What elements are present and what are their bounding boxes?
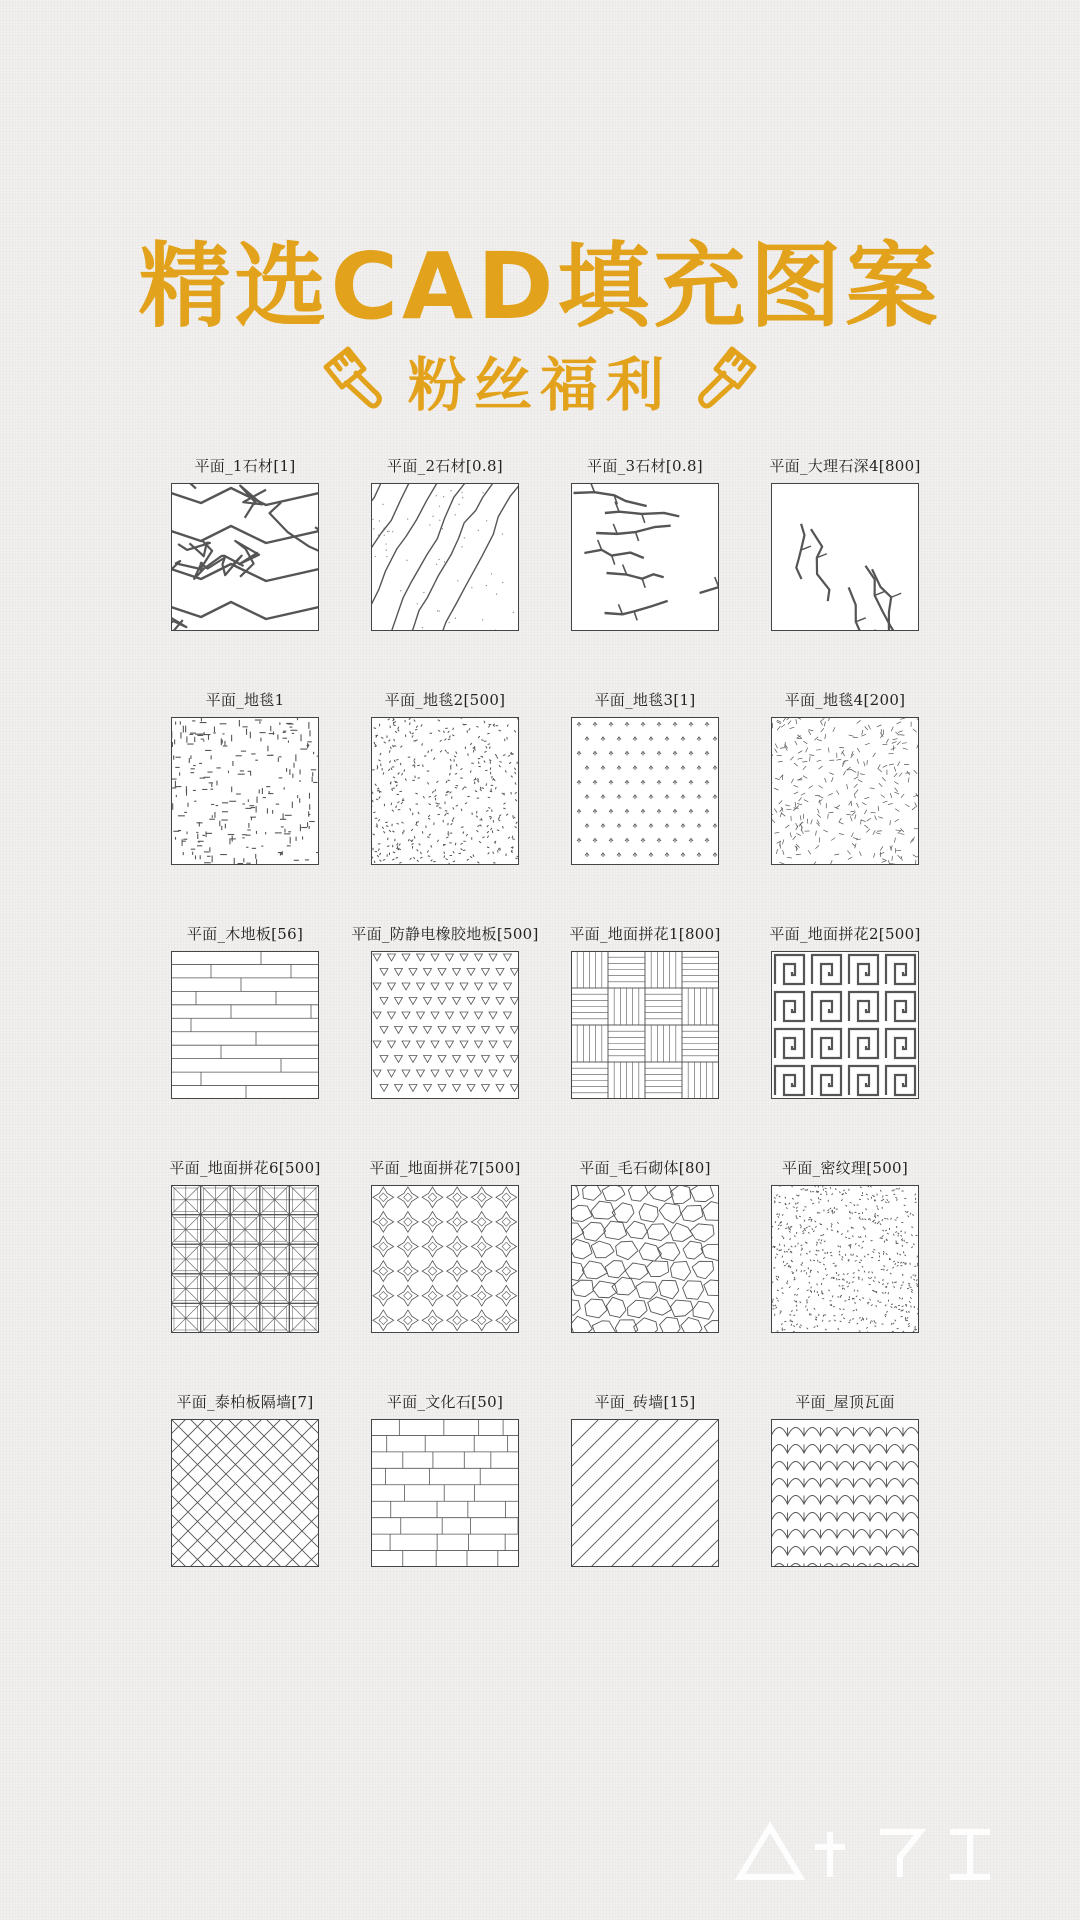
watermark-logo	[730, 1817, 1030, 1902]
pattern-swatch-carpet-dots	[571, 717, 719, 865]
pattern-label: 平面_地毯1	[205, 691, 285, 709]
pattern-swatch-diamond-grid	[171, 1419, 319, 1567]
pattern-label: 平面_大理石深4[800]	[769, 457, 921, 475]
pattern-cell	[345, 923, 545, 1099]
pattern-grid	[145, 455, 945, 1567]
pattern-cell	[145, 1391, 345, 1567]
pattern-cell	[145, 689, 345, 865]
pattern-cell	[545, 689, 745, 865]
pattern-label: 平面_毛石砌体[80]	[579, 1159, 711, 1177]
pattern-label: 平面_文化石[50]	[386, 1393, 504, 1411]
pattern-swatch-culture-stone	[371, 1419, 519, 1567]
pattern-swatch-stone-cracks	[171, 483, 319, 631]
pattern-swatch-carpet-dashes	[171, 717, 319, 865]
pattern-swatch-carpet-ticks	[771, 717, 919, 865]
pattern-swatch-brick-hatch	[571, 1419, 719, 1567]
pattern-swatch-star-tiles	[371, 1185, 519, 1333]
pattern-label: 平面_木地板[56]	[186, 925, 304, 943]
pattern-label: 平面_地毯3[1]	[594, 691, 696, 709]
pattern-cell	[745, 1157, 945, 1333]
pattern-swatch-roof-tiles	[771, 1419, 919, 1567]
pattern-cell	[545, 1157, 745, 1333]
pattern-cell	[345, 1157, 545, 1333]
pattern-swatch-greek-key	[771, 951, 919, 1099]
pattern-cell	[745, 923, 945, 1099]
pattern-label: 平面_地面拼花6[500]	[169, 1159, 321, 1177]
pattern-label: 平面_地面拼花7[500]	[369, 1159, 521, 1177]
pattern-cell	[545, 1391, 745, 1567]
subtitle-row	[0, 340, 1080, 420]
pattern-cell	[145, 1157, 345, 1333]
pattern-label: 平面_2石材[0.8]	[387, 457, 503, 475]
pattern-swatch-marble-branches	[771, 483, 919, 631]
pattern-swatch-stone-branches	[571, 483, 719, 631]
pattern-label: 平面_屋顶瓦面	[795, 1393, 895, 1411]
pattern-swatch-rubble-stone	[571, 1185, 719, 1333]
pattern-swatch-triangles	[371, 951, 519, 1099]
pattern-cell	[345, 455, 545, 631]
pattern-label: 平面_砖墙[15]	[594, 1393, 696, 1411]
pattern-label: 平面_地毯4[200]	[784, 691, 906, 709]
pattern-swatch-wood-floor	[171, 951, 319, 1099]
pattern-label: 平面_3石材[0.8]	[587, 457, 703, 475]
pattern-swatch-stone-diagonal	[371, 483, 519, 631]
pattern-swatch-dense-texture	[771, 1185, 919, 1333]
pattern-cell	[745, 689, 945, 865]
pattern-label: 平面_密纹理[500]	[781, 1159, 909, 1177]
pattern-cell	[545, 923, 745, 1099]
pattern-swatch-parquet-star	[171, 1185, 319, 1333]
brush-icon	[320, 345, 382, 415]
pattern-cell	[345, 689, 545, 865]
pattern-cell	[745, 455, 945, 631]
pattern-label: 平面_地面拼花2[500]	[769, 925, 921, 943]
page-title: 精选CAD填充图案	[138, 233, 942, 340]
pattern-cell	[545, 455, 745, 631]
brush-icon	[698, 345, 760, 415]
pattern-cell	[145, 923, 345, 1099]
subtitle: 粉丝福利	[407, 351, 672, 419]
pattern-cell	[745, 1391, 945, 1567]
pattern-label: 平面_地毯2[500]	[384, 691, 506, 709]
pattern-swatch-basket-weave	[571, 951, 719, 1099]
pattern-label: 平面_防静电橡胶地板[500]	[351, 925, 539, 943]
pattern-cell	[345, 1391, 545, 1567]
pattern-label: 平面_1石材[1]	[194, 457, 296, 475]
pattern-label: 平面_泰柏板隔墙[7]	[176, 1393, 314, 1411]
pattern-label: 平面_地面拼花1[800]	[569, 925, 721, 943]
pattern-swatch-carpet-speckle	[371, 717, 519, 865]
pattern-cell	[145, 455, 345, 631]
